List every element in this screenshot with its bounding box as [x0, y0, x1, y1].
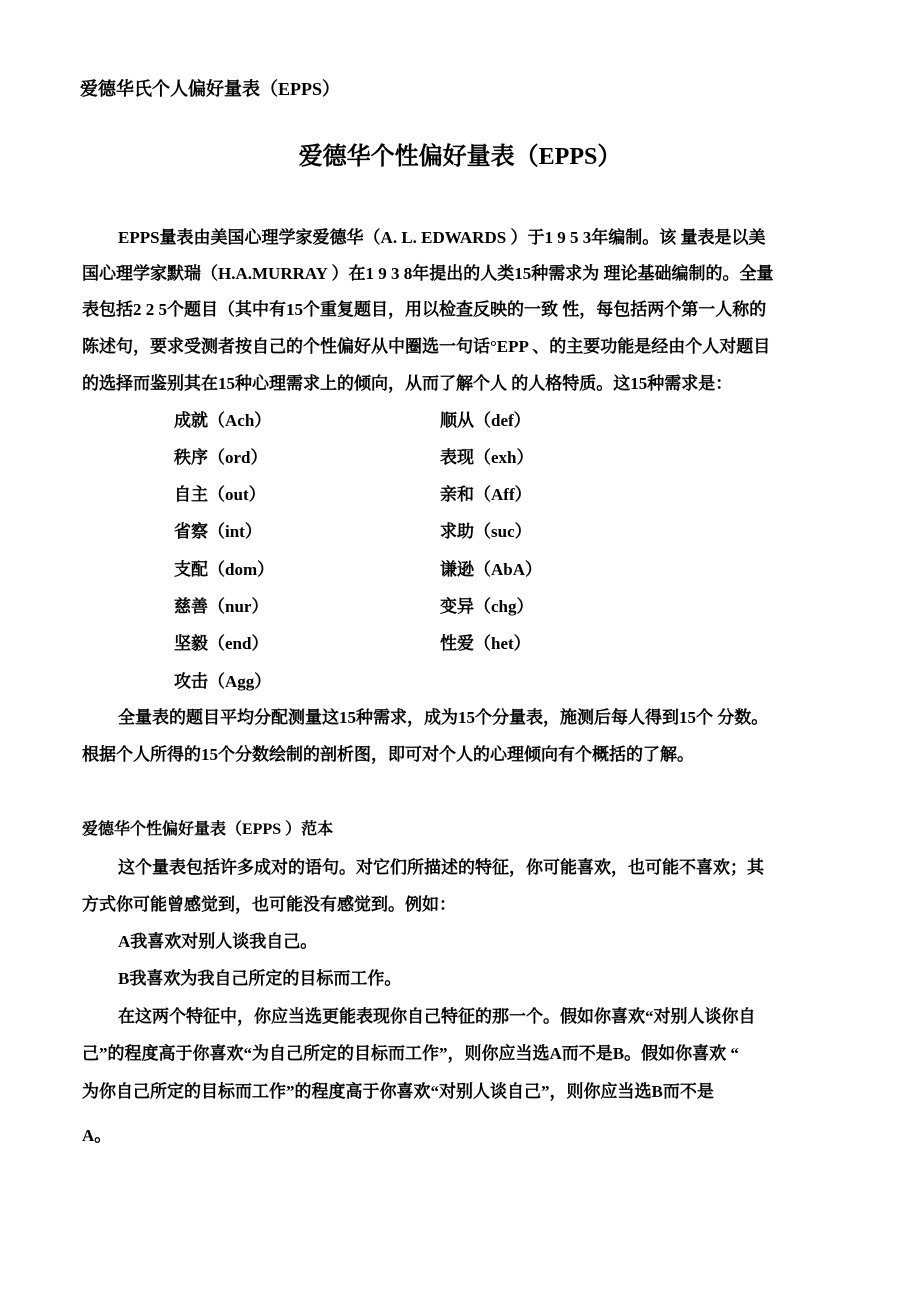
need-item: 变异（chg）	[440, 597, 534, 616]
sample-line: 方式你可能曾感觉到，也可能没有感觉到。例如：	[82, 895, 456, 914]
need-item: 攻击（Agg）	[174, 672, 272, 691]
doc-title: 爱德华氏个人偏好量表（EPPS）	[80, 79, 341, 99]
need-item: 坚毅（end）	[174, 634, 269, 653]
sample-line: 己”的程度高于你喜欢“为自己所定的目标而工作”，则你应当选A而不是B。假如你喜欢 “	[82, 1044, 739, 1063]
sample-line: 在这两个特征中，你应当选更能表现你自己特征的那一个。假如你喜欢“对别人谈你自	[118, 1007, 756, 1026]
need-item: 谦逊（AbA）	[440, 560, 543, 579]
summary-line: 全量表的题目平均分配测量这15种需求，成为15个分量表，施测后每人得到15个 分数。	[118, 708, 769, 727]
intro-line: 陈述句，要求受测者按自己的个性偏好从中圈选一句话°EPP 、的主要功能是经由个人对题目	[82, 337, 771, 356]
need-item: 表现（exh）	[440, 448, 534, 467]
sample-line: B我喜欢为我自己所定的目标而工作。	[118, 969, 402, 988]
need-item: 求助（suc）	[440, 522, 532, 541]
intro-line: 国心理学家默瑞（H.A.MURRAY ）在1 9 3 8年提出的人类15种需求为 理论基础编制的。全量	[82, 264, 774, 283]
sample-title: 爱德华个性偏好量表（EPPS ）范本	[82, 821, 334, 838]
need-item: 省察（int）	[174, 522, 262, 541]
need-item: 自主（out）	[174, 485, 266, 504]
sample-line: A我喜欢对别人谈我自己。	[118, 932, 318, 951]
need-item: 秩序（ord）	[174, 448, 268, 467]
need-item: 支配（dom）	[174, 560, 275, 579]
sample-line: 为你自己所定的目标而工作”的程度高于你喜欢“对别人谈自己”，则你应当选B而不是	[82, 1082, 714, 1101]
intro-line: 的选择而鉴别其在15种心理需求上的倾向，从而了解个人 的人格特质。这15种需求是：	[82, 374, 733, 393]
sample-line: 这个量表包括许多成对的语句。对它们所描述的特征，你可能喜欢，也可能不喜欢；其	[118, 858, 764, 877]
need-item: 亲和（Aff）	[440, 485, 532, 504]
need-item: 顺从（def）	[440, 411, 531, 430]
need-item: 慈善（nur）	[174, 597, 269, 616]
summary-line: 根据个人所得的15个分数绘制的剖析图，即可对个人的心理倾向有个概括的了解。	[82, 745, 694, 764]
intro-line: 表包括2 2 5个题目（其中有15个重复题目，用以检查反映的一致 性，每包括两个第一人称的	[82, 300, 767, 319]
need-item: 成就（Ach）	[174, 411, 272, 430]
sample-line: A。	[82, 1126, 112, 1145]
main-title: 爱德华个性偏好量表（EPPS）	[298, 144, 622, 170]
intro-line: EPPS量表由美国心理学家爱德华（A. L. EDWARDS ）于1 9 5 3年编制。该 量表是以美	[118, 228, 766, 247]
need-item: 性爱（het）	[440, 634, 531, 653]
